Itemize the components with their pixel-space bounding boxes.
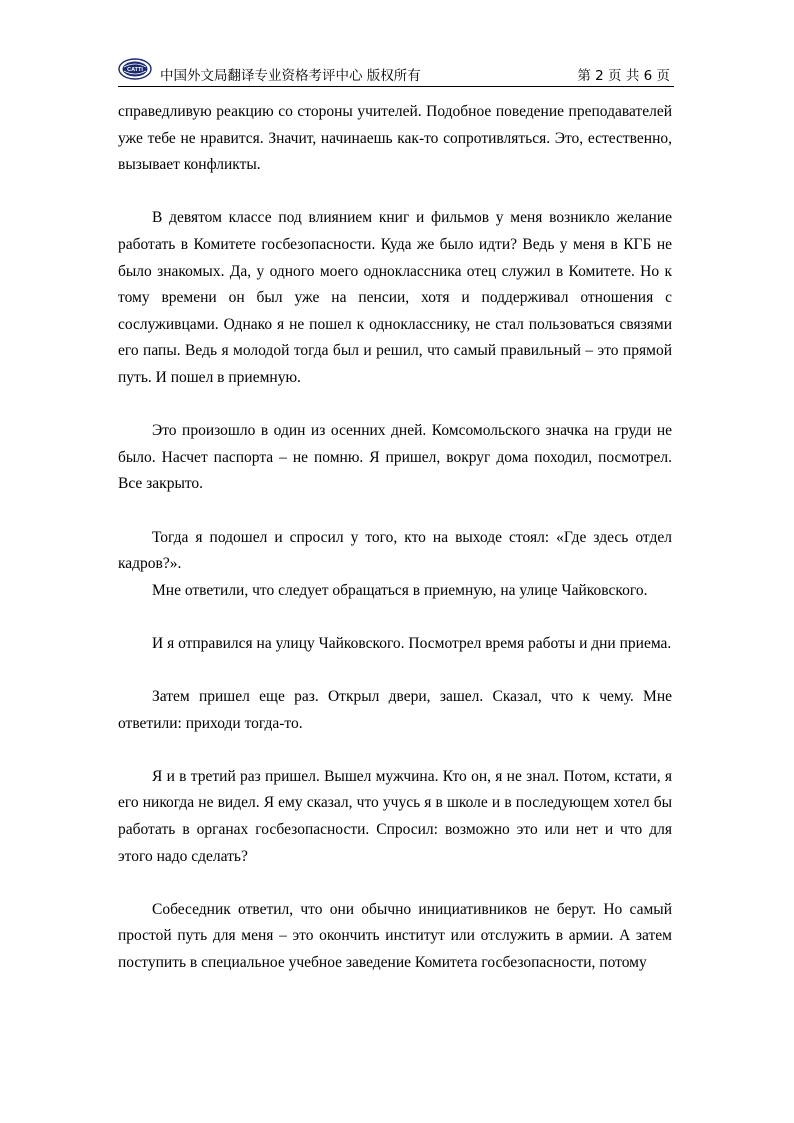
- paragraph-5: Мне ответили, что следует обращаться в приемную, на улице Чайковского.: [152, 581, 648, 599]
- page-header: [118, 56, 674, 87]
- paragraph-6: И я отправился на улицу Чайковского. Посмотрел время работы и дни приема.: [152, 634, 672, 652]
- logo-text: CATTI: [127, 67, 143, 73]
- paragraph-2: В девятом классе под влиянием книг и фильмов у меня возникло желание работать в Комитете госбезопасности. Куда же было идти? Ведь у меня в КГБ не было знакомых. Да, у одного моего одноклассника отец служил в Комитете. Но к тому времени он был уже на пенсии, хотя и поддерживал отношения с сослуживцами. Однако я не пошел к однокласснику, не стал пользоваться связями его папы. Ведь я молодой тогда был и решил, что самый правильный – это прямой путь. И пошел в приемную.: [118, 209, 672, 386]
- paragraph-8: Я и в третий раз пришел. Вышел мужчина. Кто он, я не знал. Потом, кстати, я его никогда не видел. Я ему сказал, что учусь я в школе и в последующем хотел бы работать в органах госбезопасности. Спросил: возможно это или нет и что для этого надо сделать?: [118, 767, 672, 865]
- paragraph-9: Собеседник ответил, что они обычно инициативников не берут. Но самый простой путь для меня – это окончить институт или отслужить в армии. А затем поступить в специальное учебное заведение Комитета госбезопасности, потому: [118, 900, 672, 971]
- paragraph-7: Затем пришел еще раз. Открыл двери, зашел. Сказал, что к чему. Мне ответили: приходи тогда-то.: [118, 688, 672, 732]
- page-number: 第 2 页 共 6 页: [577, 68, 670, 84]
- document-body: [118, 99, 672, 977]
- paragraph-1: справедливую реакцию со стороны учителей. Подобное поведение преподавателей уже тебе не нравится. Значит, начинаешь как-то сопротивляться. Это, естественно, вызывает конфликты.: [118, 103, 672, 174]
- organization-name: 中国外文局翻译专业资格考评中心 版权所有: [160, 68, 421, 84]
- paragraph-3: Это произошло в один из осенних дней. Комсомольского значка на груди не было. Насчет паспорта – не помню. Я пришел, вокруг дома походил, посмотрел. Все закрыто.: [118, 422, 672, 493]
- paragraph-4: Тогда я подошел и спросил у того, кто на выходе стоял: «Где здесь отдел кадров?».: [118, 528, 672, 573]
- catti-logo-icon: [118, 58, 152, 80]
